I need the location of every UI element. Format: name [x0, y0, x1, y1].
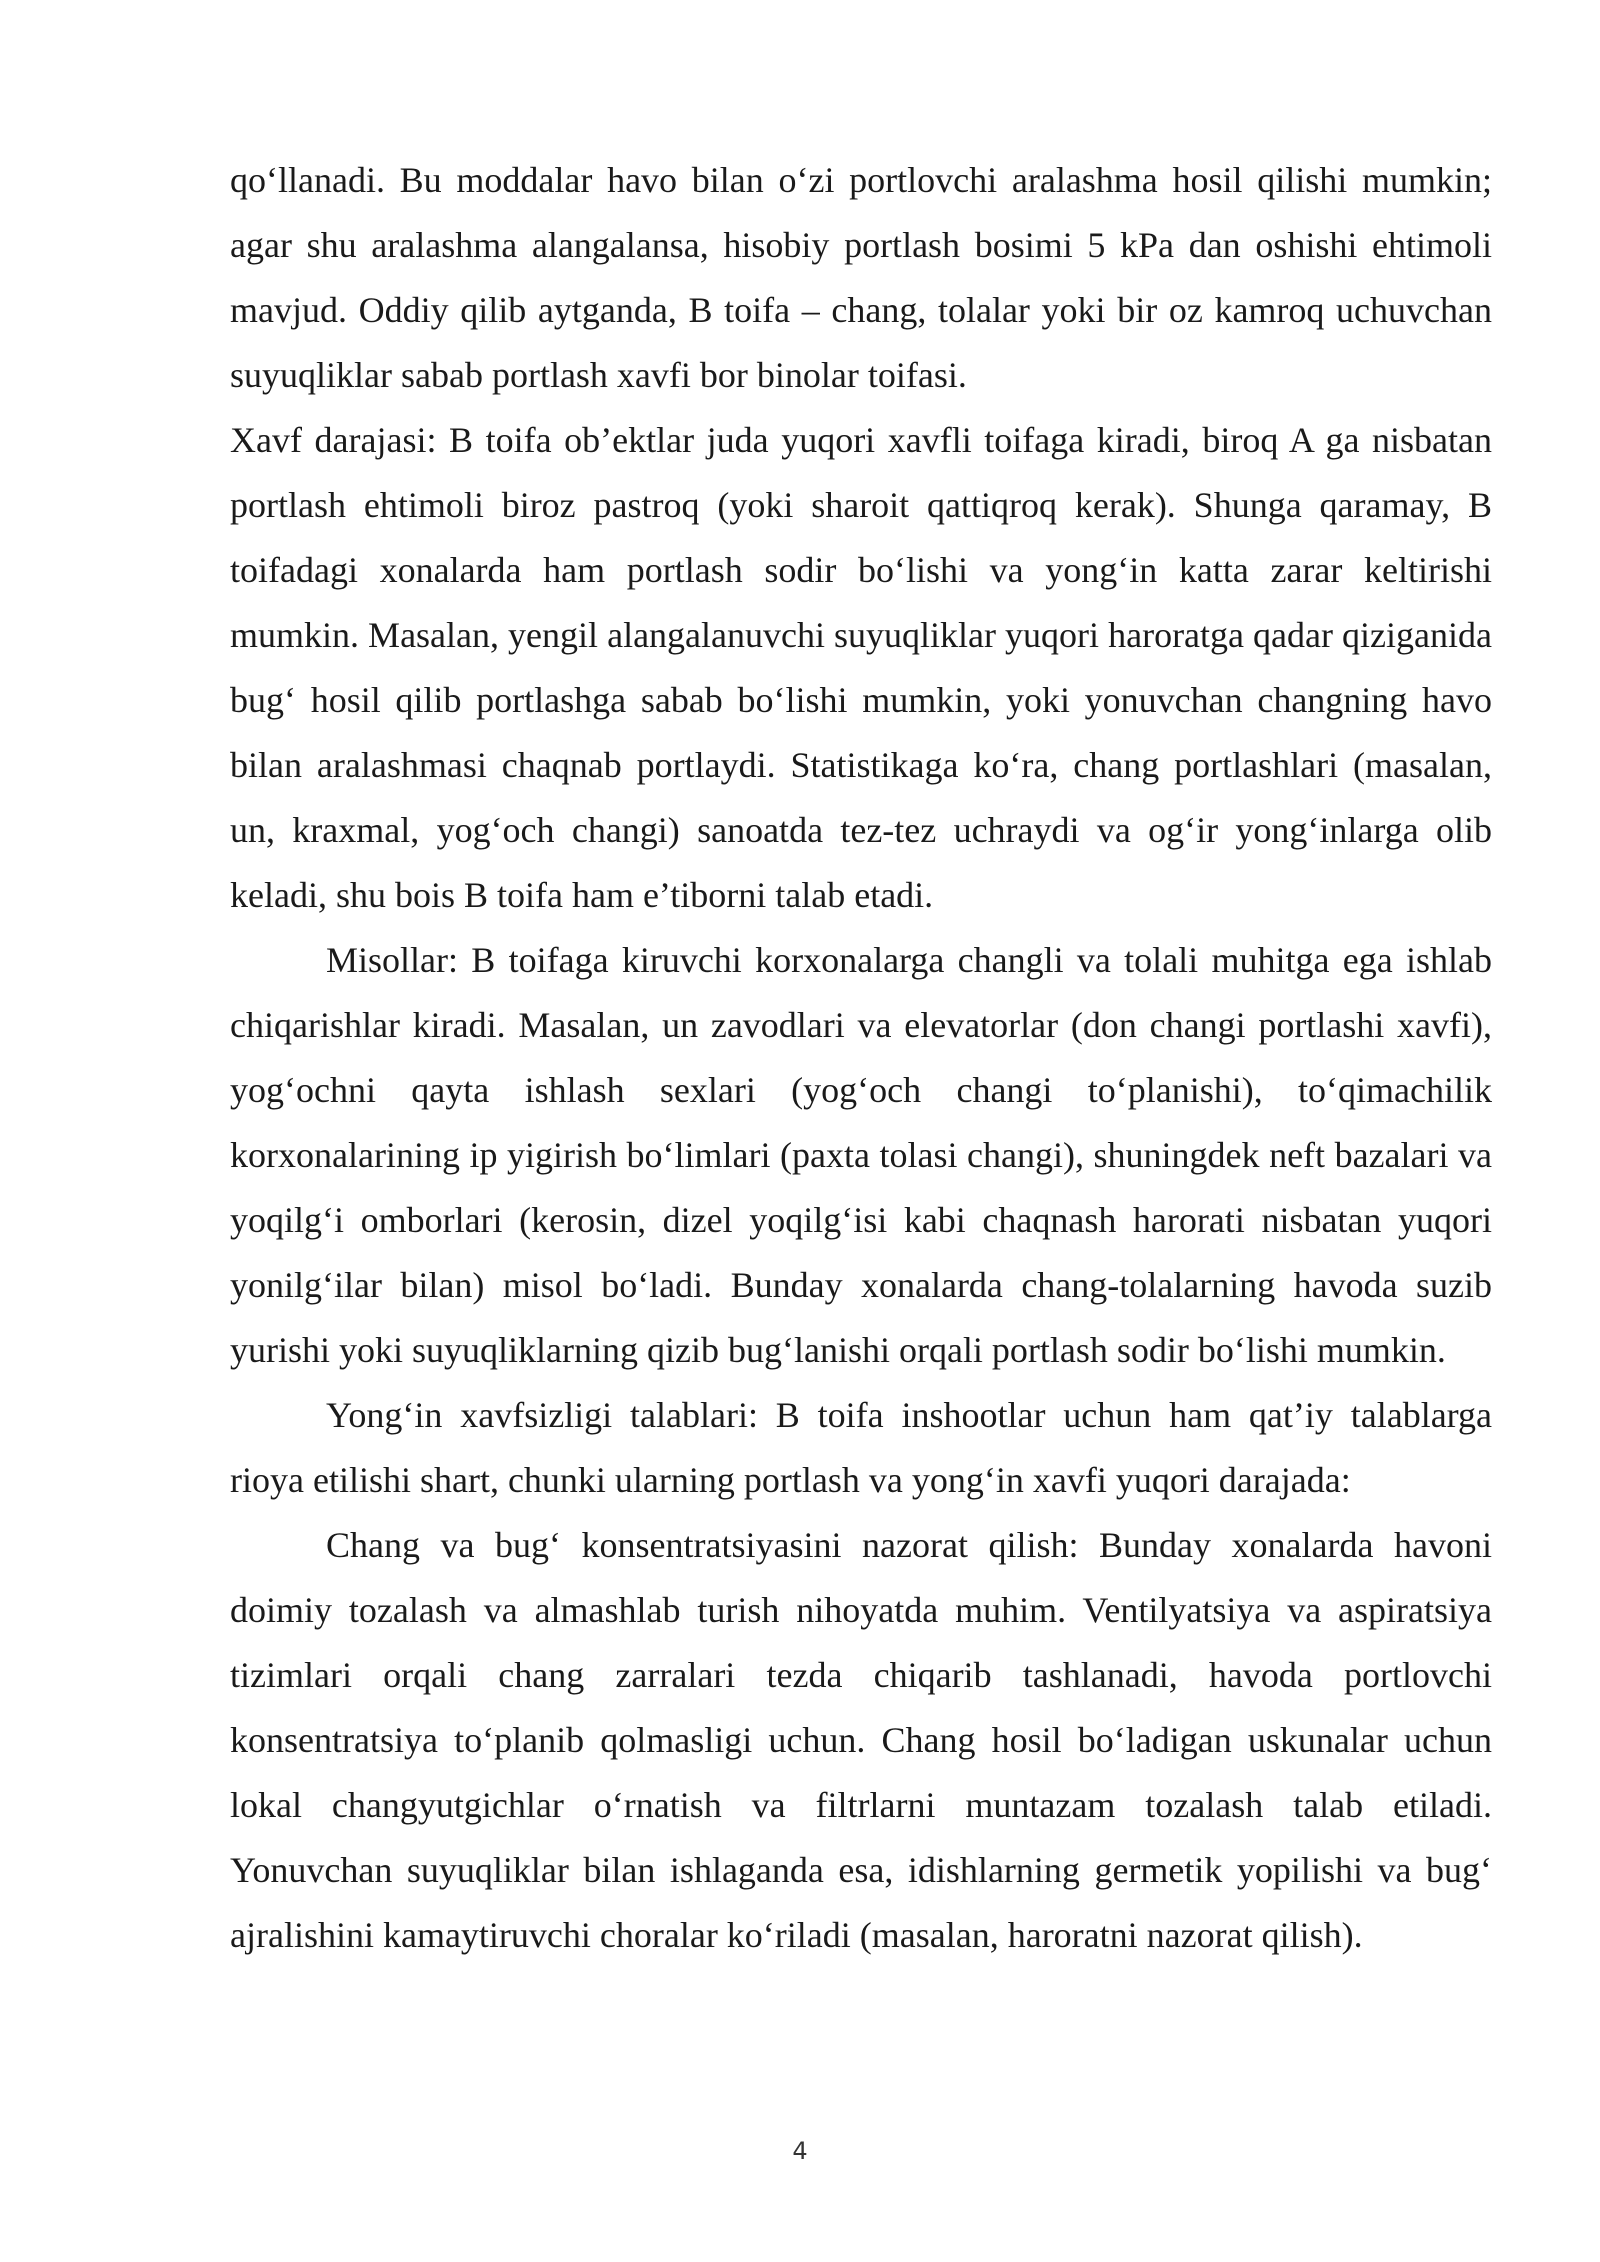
paragraph-dust-vapor-control: Chang va bug‘ konsentratsiyasini nazorat qilish: Bunday xonalarda havoni doimiy tozalash va almashlab turish nihoyatda muhim. Ventilyatsiya va aspiratsiya tizimlari orqali chang zarralari tezda chiqarib tashlanadi, havoda portlovchi konsentratsiya to‘planib qolmasligi uchun. Chang hosil bo‘ladigan uskunalar uchun lokal changyutgichlar o‘rnatish va filtrlarni muntazam tozalash talab etiladi. Yonuvchan suyuqliklar bilan ishlaganda esa, idishlarning germetik yopilishi va bug‘ ajralishini kamaytiruvchi choralar ko‘riladi (masalan, haroratni nazorat qilish). — [230, 1525, 1492, 1955]
body-text — [230, 148, 1492, 1968]
paragraph-fire-safety-requirements: Yong‘in xavfsizligi talablari: B toifa inshootlar uchun ham qat’iy talablarga rioya etilishi shart, chunki ularning portlash va yong‘in xavfi yuqori darajada: — [230, 1395, 1492, 1500]
paragraph-continuation: qo‘llanadi. Bu moddalar havo bilan o‘zi portlovchi aralashma hosil qilishi mumkin; agar shu aralashma alangalansa, hisobiy portlash bosimi 5 kPa dan oshishi ehtimoli mavjud. Oddiy qilib aytganda, B toifa – chang, tolalar yoki bir oz kamroq uchuvchan suyuqliklar sabab portlash xavfi bor binolar toifasi. — [230, 160, 1492, 395]
paragraph-hazard-level: Xavf darajasi: B toifa ob’ektlar juda yuqori xavfli toifaga kiradi, biroq A ga nisbatan portlash ehtimoli biroz pastroq (yoki sharoit qattiqroq kerak). Shunga qaramay, B toifadagi xonalarda ham portlash sodir bo‘lishi va yong‘in katta zarar keltirishi mumkin. Masalan, yengil alangalanuvchi suyuqliklar yuqori haroratga qadar qiziganida bug‘ hosil qilib portlashga sabab bo‘lishi mumkin, yoki yonuvchan changning havo bilan aralashmasi chaqnab portlaydi. Statistikaga ko‘ra, chang portlashlari (masalan, un, kraxmal, yog‘och changi) sanoatda tez-tez uchraydi va og‘ir yong‘inlarga olib keladi, shu bois B toifa ham e’tiborni talab etadi. — [230, 420, 1492, 915]
page-number: 4 — [792, 2137, 808, 2165]
paragraph-examples: Misollar: B toifaga kiruvchi korxonalarga changli va tolali muhitga ega ishlab chiqarishlar kiradi. Masalan, un zavodlari va elevatorlar (don changi portlashi xavfi), yog‘ochni qayta ishlash sexlari (yog‘och changi to‘planishi), to‘qimachilik korxonalarining ip yigirish bo‘limlari (paxta tolasi changi), shuningdek neft bazalari va yoqilg‘i omborlari (kerosin, dizel yoqilg‘isi kabi chaqnash harorati nisbatan yuqori yonilg‘ilar bilan) misol bo‘ladi. Bunday xonalarda chang-tolalarning havoda suzib yurishi yoki suyuqliklarning qizib bug‘lanishi orqali portlash sodir bo‘lishi mumkin. — [230, 940, 1492, 1370]
